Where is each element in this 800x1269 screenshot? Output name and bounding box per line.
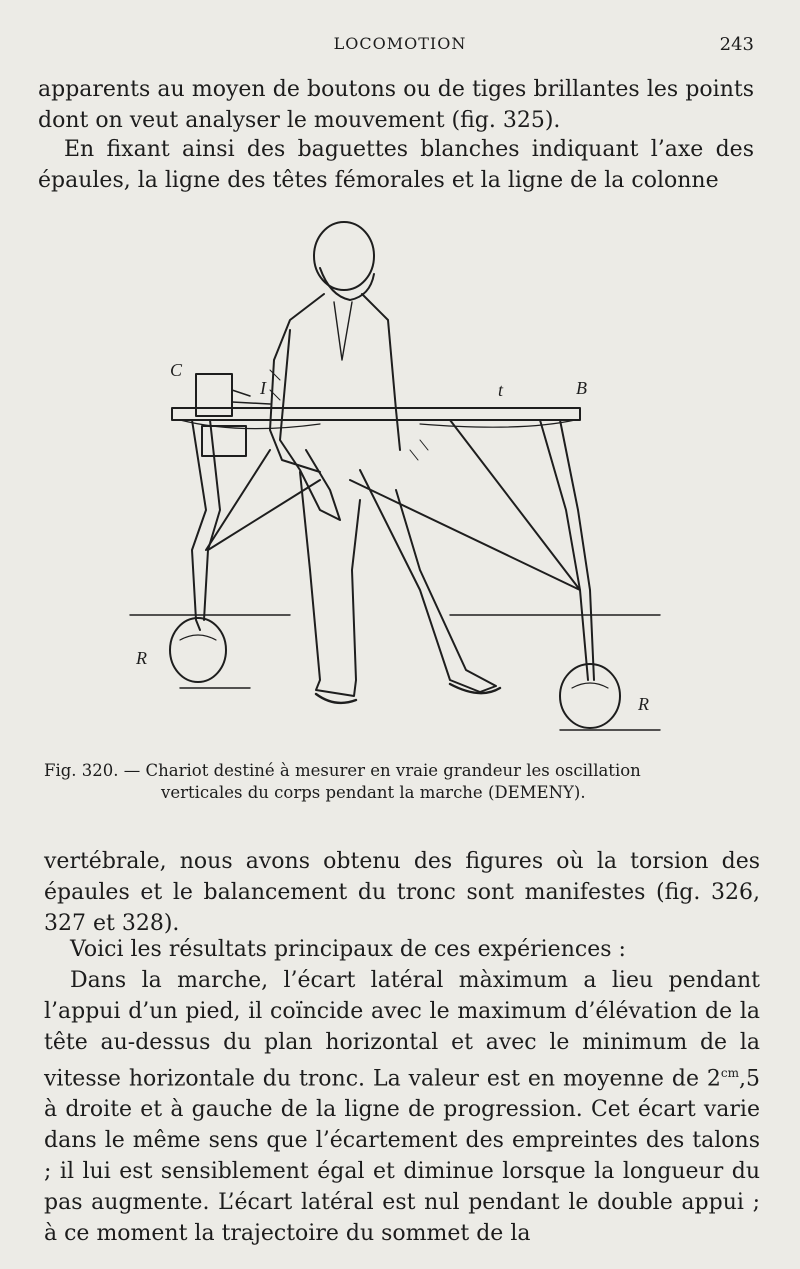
superscript-cm: cm	[720, 1066, 739, 1080]
page-header	[0, 34, 800, 58]
paragraph-5-part-1: Dans la marche, l’écart latéral màximum a lieu pendant l’appui d’un pied, il coïncide avec le maximum d’élévation de la tête au-dessus du plan horizontal et avec le minimum de la vitesse horizontale du tronc. La valeur est en moyenne de 2	[44, 968, 760, 1092]
label-b: B	[576, 378, 587, 398]
paragraph-3: vertébrale, nous avons obtenu des figures où la torsion des épaules et le balancement du tronc sont manifestes (fig. 326, 327 et 328).	[44, 849, 760, 936]
label-r-left: R	[136, 648, 147, 668]
page-number: 243	[719, 34, 754, 55]
label-c: C	[170, 360, 183, 380]
paragraph-5	[44, 965, 760, 1249]
label-t: t	[498, 380, 504, 400]
caption-line-2: verticales du corps pendant la marche (DEMENY).	[161, 783, 586, 802]
running-head: LOCOMOTION	[333, 34, 467, 53]
paragraph-2: En fixant ainsi des baguettes blanches indiquant l’axe des épaules, la ligne des têtes fémorales et la ligne de la colonne	[38, 137, 754, 193]
paragraph-1: apparents au moyen de boutons ou de tiges brillantes les points dont on veut analyser le mouvement (fig. 325).	[38, 77, 754, 133]
label-i: I	[260, 378, 266, 398]
caption-line-1: Fig. 320. — Chariot destiné à mesurer en vraie grandeur les oscillation	[44, 761, 641, 780]
chariot-drawing	[120, 210, 680, 750]
label-r-right: R	[638, 694, 649, 714]
paragraph-4: Voici les résultats principaux de ces expériences :	[70, 937, 626, 962]
figure-caption	[44, 760, 756, 804]
figure-chariot-illustration	[120, 210, 680, 750]
paragraph-5-part-2: ,5 à droite et à gauche de la ligne de progression. Cet écart varie dans le même sens que l’écartement des empreintes des talons ; il lui est sensiblement égal et diminue lorsque la longueur du pas augmente. L’écart latéral est nul pendant le double appui ; à ce moment la trajectoire du sommet de la	[44, 1066, 760, 1247]
